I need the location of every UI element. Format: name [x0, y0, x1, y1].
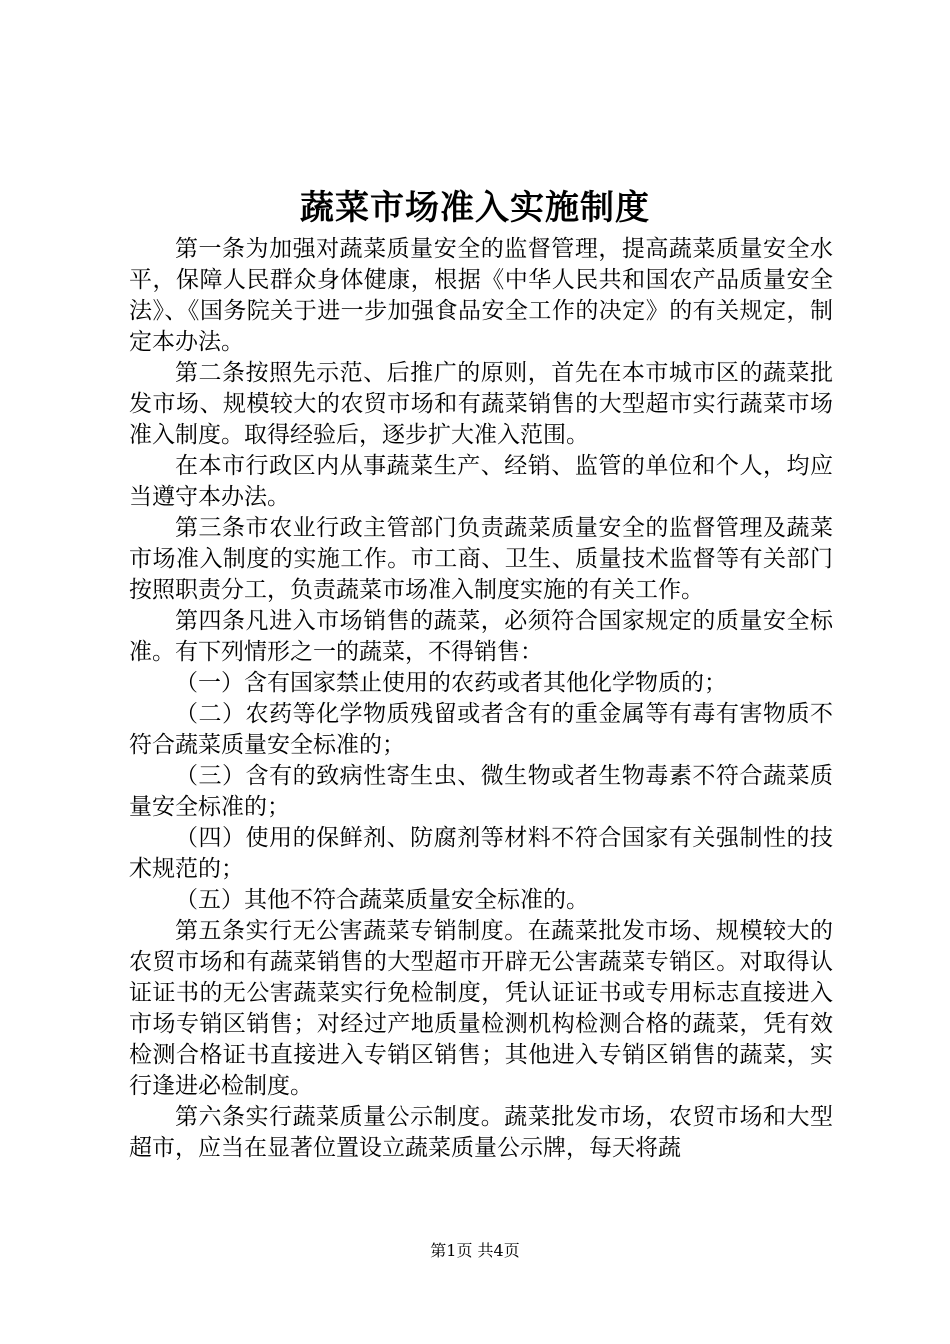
paragraph: 第三条市农业行政主管部门负责蔬菜质量安全的监督管理及蔬菜市场准入制度的实施工作。市工商、卫生、质量技术监督等有关部门按照职责分工，负责蔬菜市场准入制度实施的有关工作。: [129, 515, 833, 603]
paragraph: 第四条凡进入市场销售的蔬菜，必须符合国家规定的质量安全标准。有下列情形之一的蔬菜，不得销售：: [129, 608, 833, 665]
document-title: 蔬菜市场准入实施制度: [300, 188, 650, 228]
paragraph: 第五条实行无公害蔬菜专销制度。在蔬菜批发市场、规模较大的农贸市场和有蔬菜销售的大型超市开辟无公害蔬菜专销区。对取得认证证书的无公害蔬菜实行免检制度，凭认证证书或专用标志直接进入市场专销区销售；对经过产地质量检测机构检测合格的蔬菜，凭有效检测合格证书直接进入专销区销售；其他进入专销区销售的蔬菜，实行逢进必检制度。: [129, 918, 833, 1099]
list-item: （二）农药等化学物质残留或者含有的重金属等有毒有害物质不符合蔬菜质量安全标准的；: [129, 701, 833, 758]
paragraph: 第六条实行蔬菜质量公示制度。蔬菜批发市场，农贸市场和大型超市，应当在显著位置设立蔬菜质量公示牌，每天将蔬: [129, 1104, 833, 1161]
paragraph: 在本市行政区内从事蔬菜生产、经销、监管的单位和个人，均应当遵守本办法。: [129, 453, 833, 510]
paragraph: 第一条为加强对蔬菜质量安全的监督管理，提高蔬菜质量安全水平，保障人民群众身体健康，根据《中华人民共和国农产品质量安全法》、《国务院关于进一步加强食品安全工作的决定》的有关规定，制定本办法。: [129, 236, 833, 355]
list-item: （四）使用的保鲜剂、防腐剂等材料不符合国家有关强制性的技术规范的；: [129, 825, 833, 882]
list-item: （五）其他不符合蔬菜质量安全标准的。: [175, 887, 589, 913]
list-item: （三）含有的致病性寄生虫、微生物或者生物毒素不符合蔬菜质量安全标准的；: [129, 763, 833, 820]
page-number: 第1页 共4页: [430, 1241, 520, 1260]
list-item: （一）含有国家禁止使用的农药或者其他化学物质的；: [175, 670, 727, 696]
paragraph: 第二条按照先示范、后推广的原则，首先在本市城市区的蔬菜批发市场、规模较大的农贸市场和有蔬菜销售的大型超市实行蔬菜市场准入制度。取得经验后，逐步扩大准入范围。: [129, 360, 833, 448]
document-body: [129, 234, 833, 1164]
